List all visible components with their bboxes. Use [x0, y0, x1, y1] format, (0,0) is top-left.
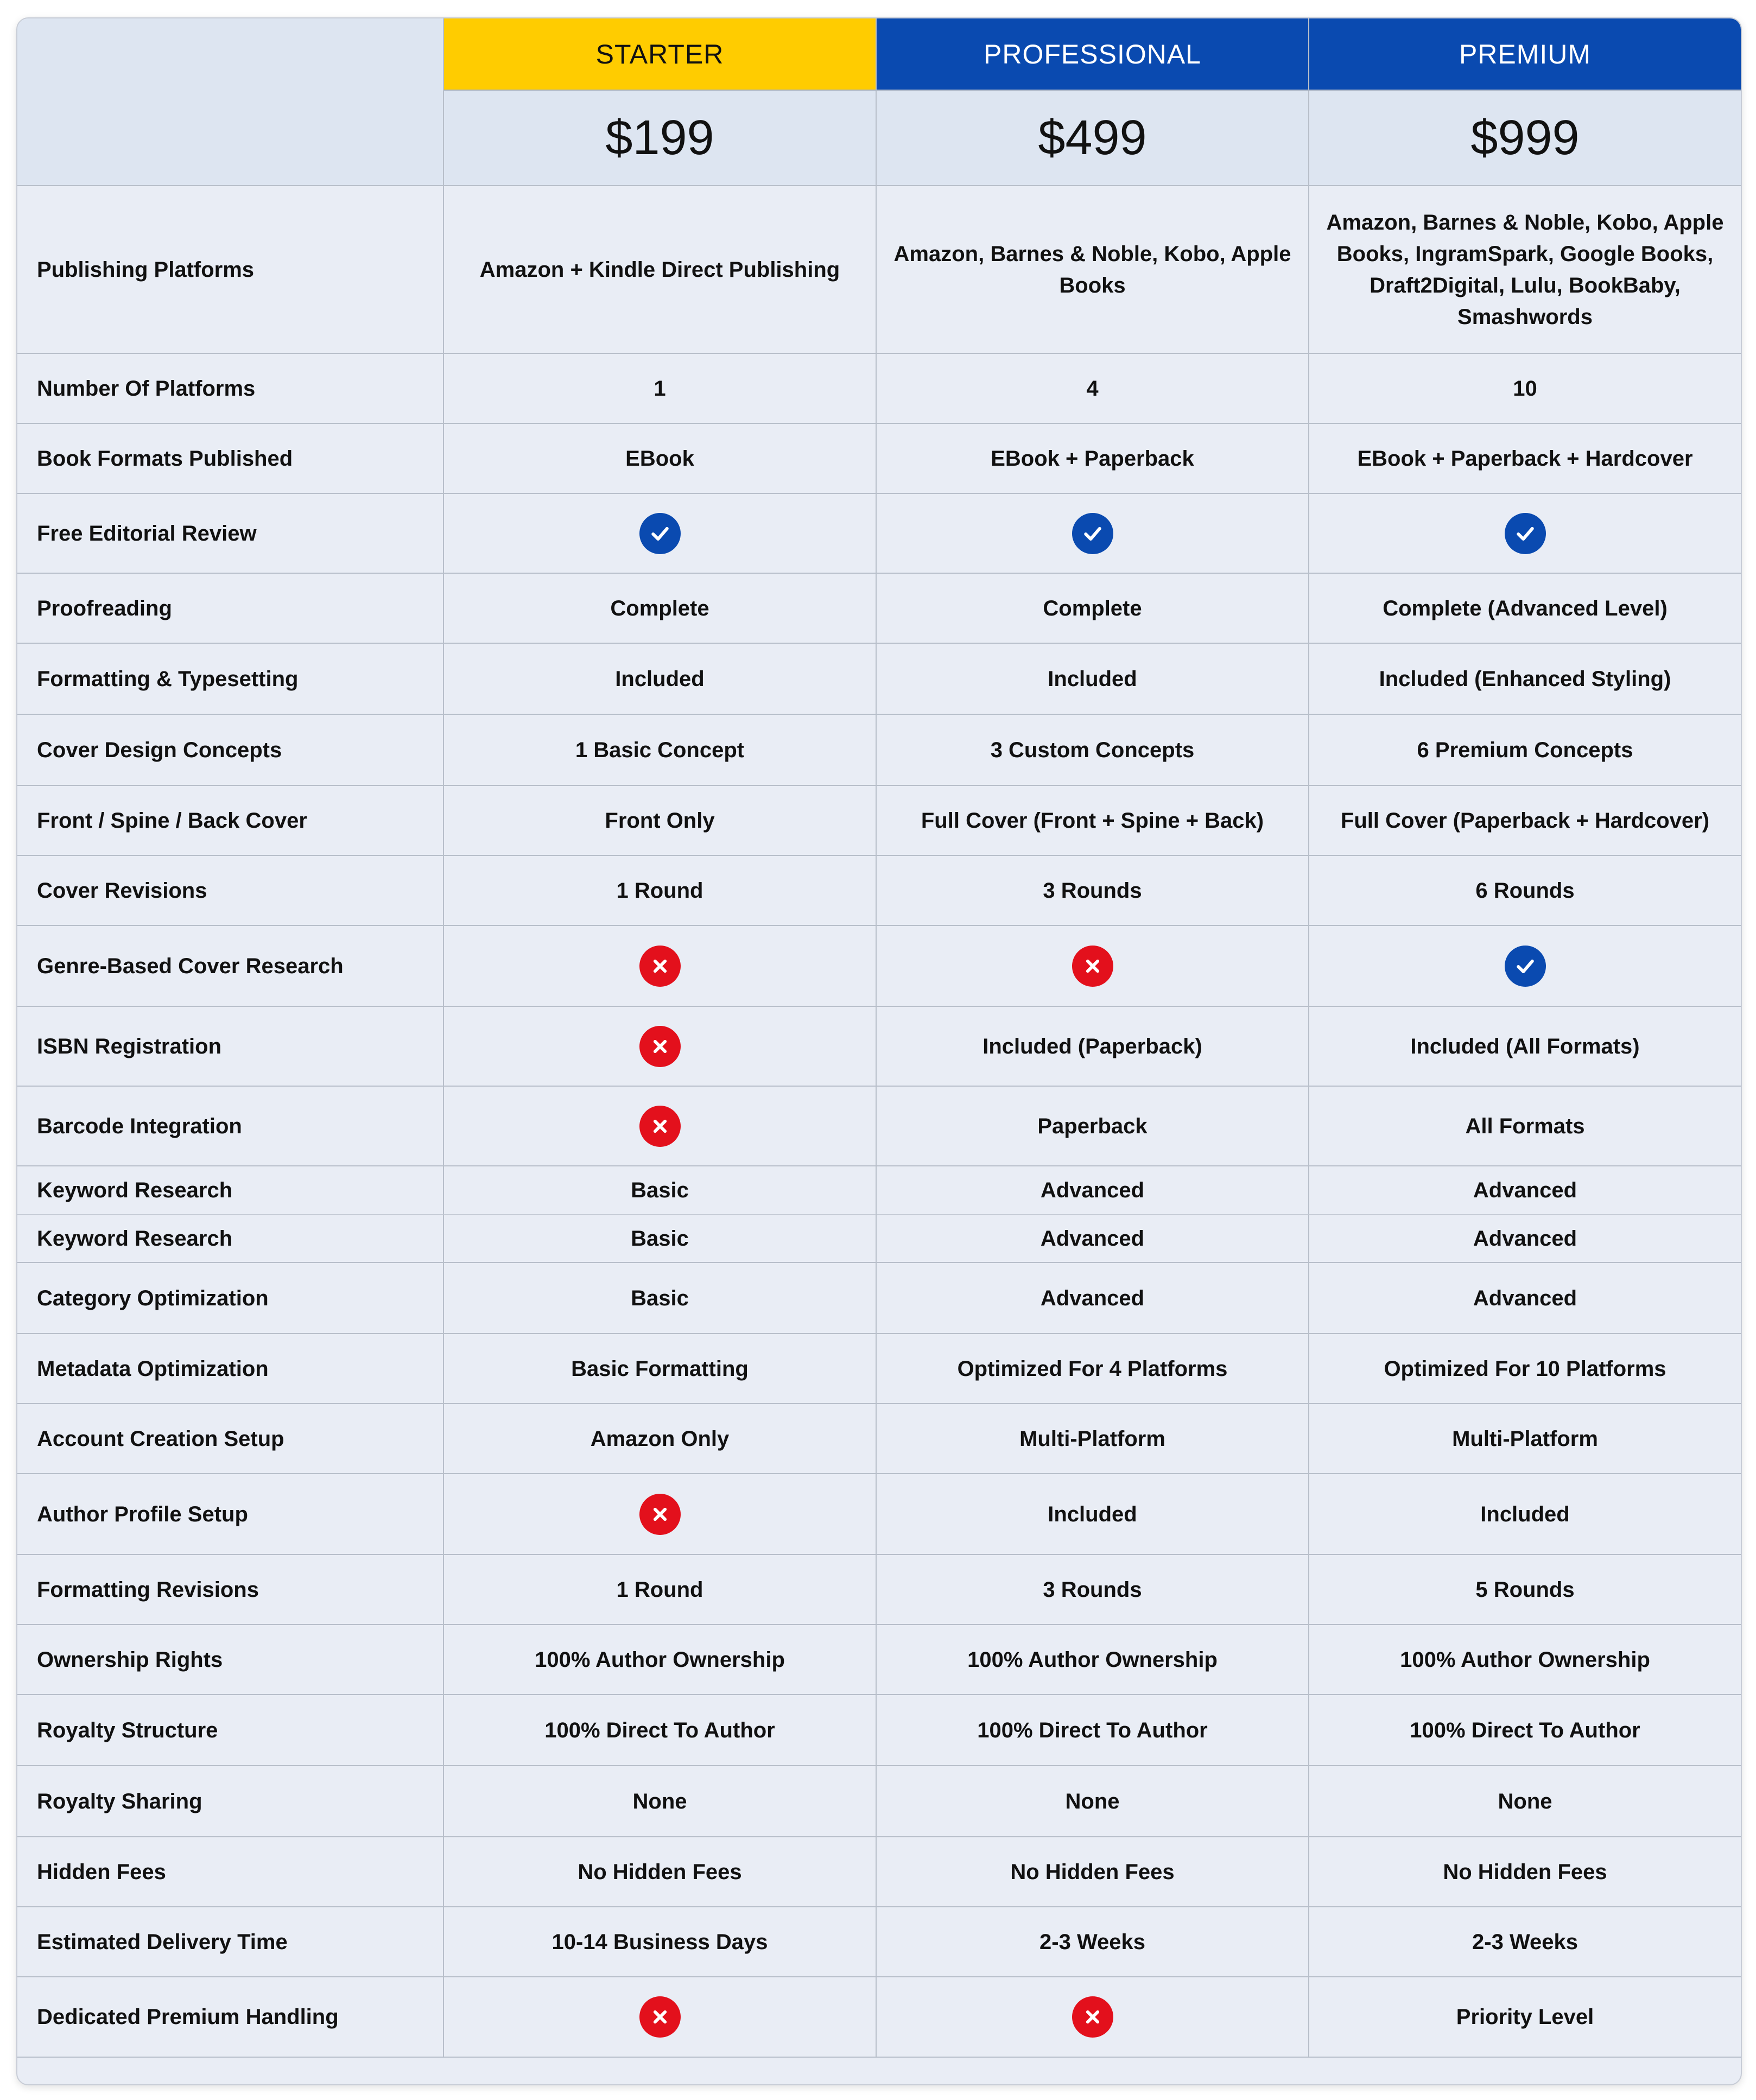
feature-value-starter: Amazon + Kindle Direct Publishing: [444, 186, 877, 354]
feature-value-professional: Optimized For 4 Platforms: [877, 1334, 1309, 1404]
feature-label: Formatting & Typesetting: [17, 644, 444, 715]
feature-label: Category Optimization: [17, 1263, 444, 1334]
pricing-comparison-table: [17, 18, 1741, 2084]
feature-value-starter: No Hidden Fees: [444, 1837, 877, 1907]
cross-circle-icon: [639, 1106, 681, 1147]
feature-value-starter: 1 Round: [444, 856, 877, 926]
feature-value-premium: Complete (Advanced Level): [1309, 574, 1741, 644]
feature-value-starter: Basic Formatting: [444, 1334, 877, 1404]
feature-value-premium: Advanced: [1309, 1215, 1741, 1263]
feature-value-professional: 100% Author Ownership: [877, 1625, 1309, 1695]
feature-value-premium: 6 Rounds: [1309, 856, 1741, 926]
feature-label: Cover Design Concepts: [17, 715, 444, 786]
cross-circle-icon: [639, 1494, 681, 1535]
feature-value-premium: 2-3 Weeks: [1309, 1907, 1741, 1977]
check-circle-icon: [1072, 513, 1113, 554]
feature-label: Author Profile Setup: [17, 1474, 444, 1555]
feature-label: Number Of Platforms: [17, 354, 444, 424]
feature-label: Royalty Structure: [17, 1695, 444, 1766]
feature-value-professional: Complete: [877, 574, 1309, 644]
feature-value-premium: EBook + Paperback + Hardcover: [1309, 424, 1741, 494]
feature-value-premium: Multi-Platform: [1309, 1404, 1741, 1474]
feature-value-professional: Included: [877, 1474, 1309, 1555]
cross-circle-icon: [1072, 1996, 1113, 2038]
feature-value-starter: None: [444, 1766, 877, 1837]
feature-value-professional: Paperback: [877, 1087, 1309, 1166]
feature-value-professional: 2-3 Weeks: [877, 1907, 1309, 1977]
feature-label: Formatting Revisions: [17, 1555, 444, 1625]
feature-value-professional: 3 Custom Concepts: [877, 715, 1309, 786]
feature-value-professional: 3 Rounds: [877, 856, 1309, 926]
feature-value-professional: No Hidden Fees: [877, 1837, 1309, 1907]
table-corner: [17, 18, 444, 186]
feature-label: Front / Spine / Back Cover: [17, 786, 444, 856]
feature-value-starter-excluded: [444, 1977, 877, 2058]
feature-value-professional: EBook + Paperback: [877, 424, 1309, 494]
check-circle-icon: [1505, 946, 1546, 987]
feature-value-starter: Basic: [444, 1166, 877, 1215]
feature-value-professional: Advanced: [877, 1215, 1309, 1263]
feature-label: Account Creation Setup: [17, 1404, 444, 1474]
feature-value-professional: Amazon, Barnes & Noble, Kobo, Apple Books: [877, 186, 1309, 354]
feature-value-starter: Included: [444, 644, 877, 715]
feature-label: Cover Revisions: [17, 856, 444, 926]
plan-header-professional: PROFESSIONAL: [877, 18, 1309, 91]
feature-value-starter: 10-14 Business Days: [444, 1907, 877, 1977]
feature-value-premium: 100% Author Ownership: [1309, 1625, 1741, 1695]
feature-value-starter-excluded: [444, 1087, 877, 1166]
feature-value-starter-excluded: [444, 1007, 877, 1087]
feature-value-professional: 4: [877, 354, 1309, 424]
feature-value-professional-excluded: [877, 1977, 1309, 2058]
plan-price-premium: $999: [1309, 91, 1741, 186]
feature-value-premium: Included: [1309, 1474, 1741, 1555]
feature-value-premium: 5 Rounds: [1309, 1555, 1741, 1625]
feature-label: Estimated Delivery Time: [17, 1907, 444, 1977]
feature-value-premium: 6 Premium Concepts: [1309, 715, 1741, 786]
feature-value-starter: 1 Round: [444, 1555, 877, 1625]
plan-header-starter: STARTER: [444, 18, 877, 91]
feature-value-premium: Advanced: [1309, 1263, 1741, 1334]
feature-value-premium: Priority Level: [1309, 1977, 1741, 2058]
feature-label: Hidden Fees: [17, 1837, 444, 1907]
feature-value-premium: 100% Direct To Author: [1309, 1695, 1741, 1766]
check-circle-icon: [1505, 513, 1546, 554]
feature-value-premium: Optimized For 10 Platforms: [1309, 1334, 1741, 1404]
feature-label: Keyword Research: [17, 1166, 444, 1215]
feature-value-starter: Front Only: [444, 786, 877, 856]
feature-label: Genre-Based Cover Research: [17, 926, 444, 1007]
cross-circle-icon: [639, 1996, 681, 2038]
feature-value-premium: Included (Enhanced Styling): [1309, 644, 1741, 715]
feature-value-starter: 1 Basic Concept: [444, 715, 877, 786]
pricing-table-frame: [16, 17, 1742, 2085]
feature-value-premium: Full Cover (Paperback + Hardcover): [1309, 786, 1741, 856]
feature-value-starter: 100% Direct To Author: [444, 1695, 877, 1766]
feature-value-professional: Multi-Platform: [877, 1404, 1309, 1474]
feature-label: ISBN Registration: [17, 1007, 444, 1087]
feature-label: Keyword Research: [17, 1215, 444, 1263]
feature-value-premium: All Formats: [1309, 1087, 1741, 1166]
check-circle-icon: [639, 513, 681, 554]
feature-label: Free Editorial Review: [17, 494, 444, 574]
feature-label: Ownership Rights: [17, 1625, 444, 1695]
feature-label: Metadata Optimization: [17, 1334, 444, 1404]
cross-circle-icon: [639, 1026, 681, 1067]
feature-value-starter: 1: [444, 354, 877, 424]
plan-header-premium: PREMIUM: [1309, 18, 1741, 91]
feature-value-professional: Included (Paperback): [877, 1007, 1309, 1087]
feature-label: Barcode Integration: [17, 1087, 444, 1166]
feature-value-professional: None: [877, 1766, 1309, 1837]
feature-value-starter: EBook: [444, 424, 877, 494]
feature-label: Publishing Platforms: [17, 186, 444, 354]
feature-value-starter: 100% Author Ownership: [444, 1625, 877, 1695]
feature-value-professional: 3 Rounds: [877, 1555, 1309, 1625]
cross-circle-icon: [1072, 946, 1113, 987]
feature-value-professional: 100% Direct To Author: [877, 1695, 1309, 1766]
feature-value-premium: Amazon, Barnes & Noble, Kobo, Apple Books, IngramSpark, Google Books, Draft2Digital, Lulu, BookBaby, Smashwords: [1309, 186, 1741, 354]
plan-price-starter: $199: [444, 91, 877, 186]
feature-label: Book Formats Published: [17, 424, 444, 494]
cross-circle-icon: [639, 946, 681, 987]
feature-value-professional-excluded: [877, 926, 1309, 1007]
feature-value-starter: Complete: [444, 574, 877, 644]
feature-value-professional-included: [877, 494, 1309, 574]
feature-value-premium: 10: [1309, 354, 1741, 424]
feature-value-premium: Included (All Formats): [1309, 1007, 1741, 1087]
feature-label: Proofreading: [17, 574, 444, 644]
feature-value-professional: Advanced: [877, 1166, 1309, 1215]
feature-value-starter: Amazon Only: [444, 1404, 877, 1474]
feature-value-starter: Basic: [444, 1215, 877, 1263]
feature-value-professional: Advanced: [877, 1263, 1309, 1334]
feature-value-premium-included: [1309, 494, 1741, 574]
feature-value-starter-excluded: [444, 1474, 877, 1555]
feature-value-starter-included: [444, 494, 877, 574]
feature-value-professional: Included: [877, 644, 1309, 715]
feature-value-premium: No Hidden Fees: [1309, 1837, 1741, 1907]
feature-value-premium-included: [1309, 926, 1741, 1007]
feature-label: Royalty Sharing: [17, 1766, 444, 1837]
feature-value-premium: None: [1309, 1766, 1741, 1837]
feature-label: Dedicated Premium Handling: [17, 1977, 444, 2058]
feature-value-starter-excluded: [444, 926, 877, 1007]
feature-value-professional: Full Cover (Front + Spine + Back): [877, 786, 1309, 856]
feature-value-premium: Advanced: [1309, 1166, 1741, 1215]
plan-price-professional: $499: [877, 91, 1309, 186]
feature-value-starter: Basic: [444, 1263, 877, 1334]
